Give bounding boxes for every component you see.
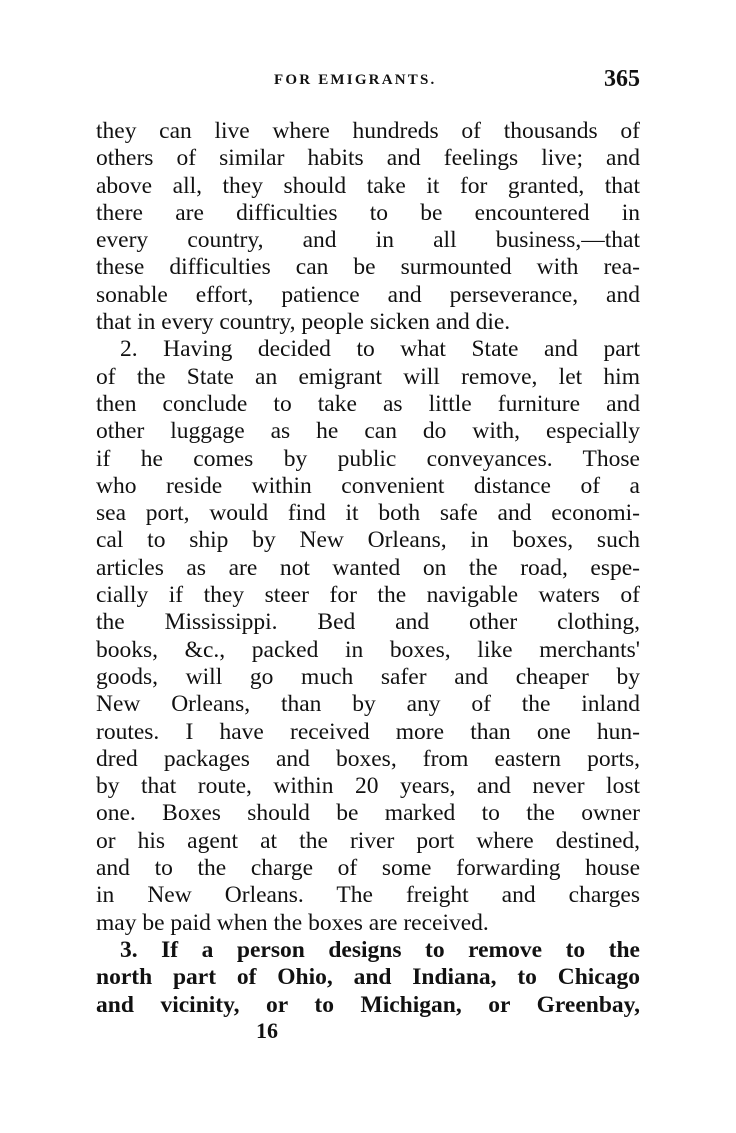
text-line: goods, will go much safer and cheaper by [96,663,640,690]
text-line: sonable effort, patience and perseverance, and [96,281,640,308]
text-line: others of similar habits and feelings live; and [96,145,640,172]
text-line: the Mississippi. Bed and other clothing, [96,609,640,636]
text-line: of the State an emigrant will remove, let him [96,363,640,390]
body-text [96,118,640,1019]
text-line: by that route, within 20 years, and never lost [96,773,640,800]
text-line: that in every country, people sicken and die. [96,309,511,336]
text-line: then conclude to take as little furniture and [96,390,640,417]
text-line: sea port, would find it both safe and economi- [96,500,640,527]
text-line: articles as are not wanted on the road, espe- [96,554,640,581]
running-head [96,68,640,98]
text-line: if he comes by public conveyances. Those [96,445,640,472]
text-line: they can live where hundreds of thousands of [96,118,640,144]
text-line: routes. I have received more than one hun- [96,718,640,745]
signature-mark: 16 [256,1018,278,1043]
text-line: one. Boxes should be marked to the owner [96,800,640,827]
text-line: cal to ship by New Orleans, in boxes, such [96,527,640,554]
text-line: north part of Ohio, and Indiana, to Chicago [96,964,640,991]
text-line: other luggage as he can do with, especially [96,418,640,445]
text-line: in New Orleans. The freight and charges [96,882,640,909]
text-line: and to the charge of some forwarding house [96,855,640,882]
text-line: New Orleans, than by any of the inland [96,691,640,718]
text-line: who reside within convenient distance of a [96,472,640,499]
running-head-title: FOR EMIGRANTS. [274,72,437,88]
text-line: above all, they should take it for granted, that [96,172,640,199]
text-line: every country, and in all business,—that [96,227,640,254]
text-line: 3. If a person designs to remove to the [120,936,640,963]
text-line: cially if they steer for the navigable waters of [96,582,640,609]
text-line: and vicinity, or to Michigan, or Greenbay, [96,991,640,1018]
text-line: these difficulties can be surmounted with rea- [96,254,640,281]
text-line: books, &c., packed in boxes, like merchants' [96,636,640,663]
text-line: 2. Having decided to what State and part [120,336,640,363]
text-line: dred packages and boxes, from eastern ports, [96,745,640,772]
text-line: or his agent at the river port where destined, [96,827,640,854]
page-number: 365 [604,66,640,92]
text-line: may be paid when the boxes are received. [96,909,489,936]
text-line: there are difficulties to be encountered in [96,199,640,226]
